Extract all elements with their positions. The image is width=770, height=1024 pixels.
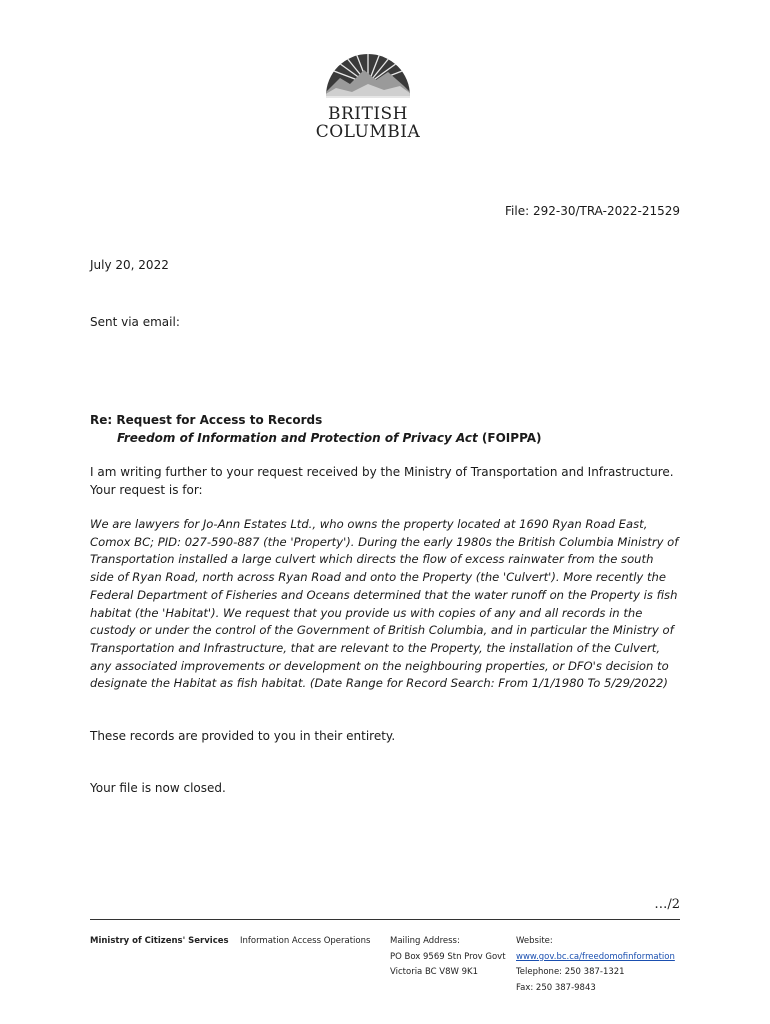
intro-paragraph: I am writing further to your request received by the Ministry of Transportation and Infrastructure. Your request is for:	[90, 465, 674, 497]
footer-operations-name: Information Access Operations	[240, 936, 371, 946]
entirety-statement: These records are provided to you in their entirety.	[90, 729, 396, 743]
letter-date: July 20, 2022	[90, 258, 169, 272]
file-reference: File: 292-30/TRA-2022-21529	[505, 204, 680, 218]
footer-mailing-line2: Victoria BC V8W 9K1	[390, 967, 479, 977]
footer-website-label: Website:	[516, 936, 553, 946]
footer-ministry-name: Ministry of Citizens' Services	[90, 936, 229, 946]
logo-text-british: BRITISH	[327, 104, 409, 124]
act-name: Freedom of Information and Protection of Privacy Act	[117, 431, 478, 445]
footer-ministry	[90, 934, 229, 950]
request-quote: We are lawyers for Jo-Ann Estates Ltd., who owns the property located at 1690 Ryan Road East, Comox BC; PID: 027-590-887 (the 'Property'). During the early 1980s the British Columbia Ministry of Transportation installed a large culvert which directs the flow of excess rainwater from the south side of Ryan Road, north across Ryan Road and onto the Property (the 'Culvert'). More recently the Federal Department of Fisheries and Oceans determined that the water runoff on the Property is fish habitat (the 'Habitat'). We request that you provide us with copies of any and all records in the custody or under the control of the Government of British Columbia, and in particular the Ministry of Transportation and Infrastructure, that are relevant to the Property, the installation of the Culvert, any associated improvements or development on the neighbouring properties, or DFO's decision to designate the Habitat as fish habitat. (Date Range for Record Search: From 1/1/1980 To 5/29/2022)	[90, 517, 679, 691]
logo-text-columbia: COLUMBIA	[315, 122, 421, 142]
footer-divider	[90, 919, 680, 920]
footer-website	[516, 934, 675, 996]
footer-mailing-label: Mailing Address:	[390, 936, 460, 946]
subject-act	[90, 429, 542, 447]
footer-mailing-address	[390, 934, 506, 981]
bc-government-logo	[312, 44, 424, 148]
bc-sun-mountains-icon	[312, 44, 424, 104]
footer-operations	[240, 934, 370, 950]
sent-via-label: Sent via email:	[90, 315, 180, 329]
footer-website-link[interactable]: www.gov.bc.ca/freedomofinformation	[516, 951, 675, 962]
act-abbreviation: (FOIPPA)	[477, 431, 542, 445]
subject-title: Re: Request for Access to Records	[90, 413, 323, 427]
file-closed-statement: Your file is now closed.	[90, 781, 226, 795]
footer-fax: Fax: 250 387-9843	[516, 982, 596, 993]
footer-mailing-line1: PO Box 9569 Stn Prov Govt	[390, 951, 506, 962]
footer-telephone: Telephone: 250 387-1321	[516, 967, 625, 977]
subject-line	[90, 411, 542, 447]
page-continuation: …/2	[654, 897, 680, 912]
